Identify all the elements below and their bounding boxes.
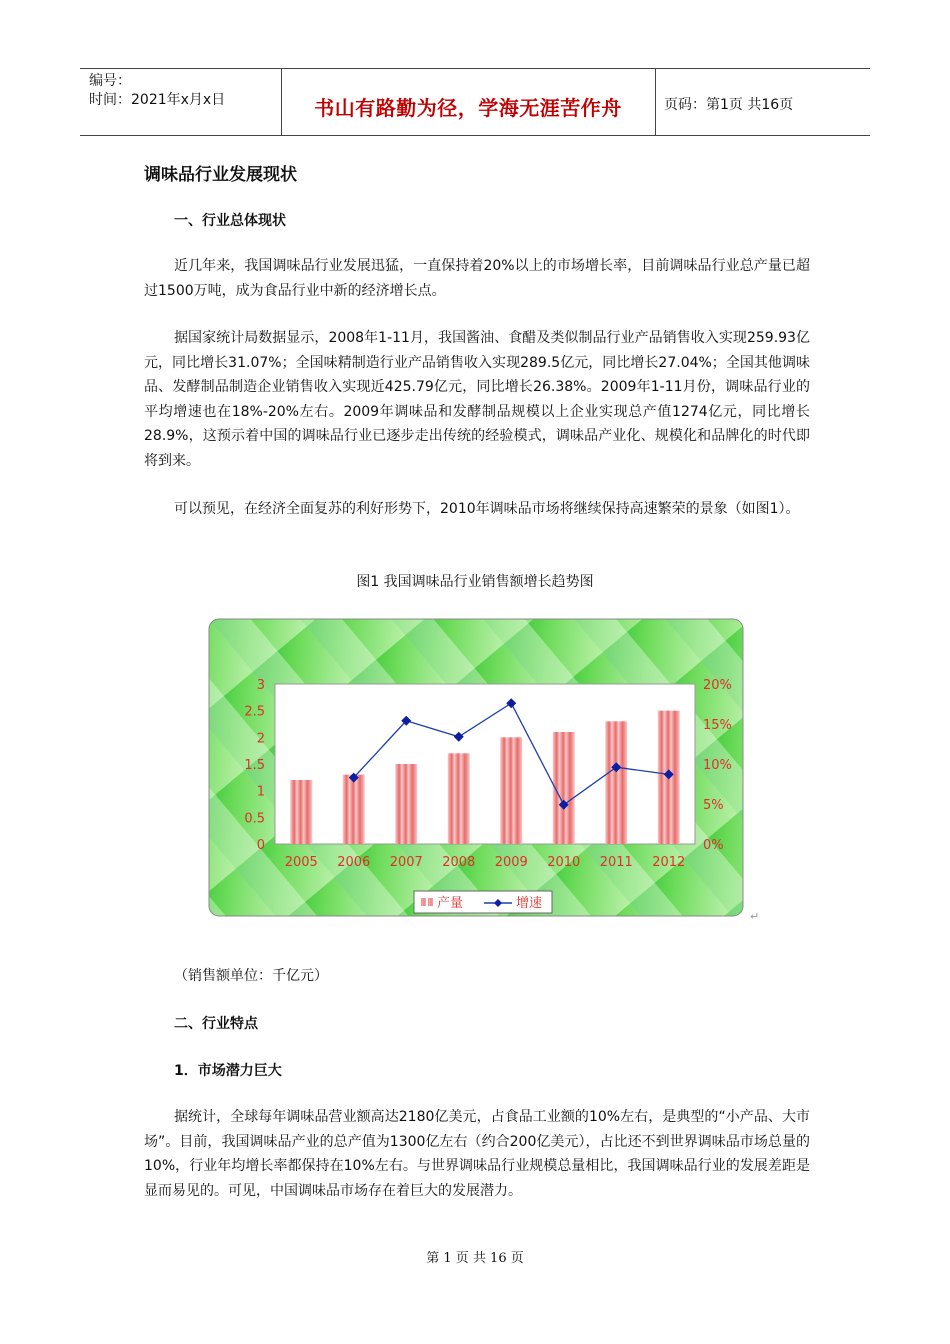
header-page-info: 页码：第1页 共16页 <box>664 97 794 113</box>
bar-production-2007 <box>395 764 417 844</box>
y-right-tick-label: 5% <box>703 798 724 813</box>
paragraph-1: 近几年来，我国调味品行业发展迅猛，一直保持着20%以上的市场增长率，目前调味品行业总产量已超过1500万吨，成为食品行业中新的经济增长点。 <box>144 258 810 299</box>
figure-caption: 图1 我国调味品行业销售额增长趋势图 <box>356 574 594 590</box>
y-left-tick-label: 2.5 <box>244 704 265 720</box>
y-left-tick-label: 0.5 <box>244 811 265 827</box>
x-tick-label: 2007 <box>389 855 423 870</box>
x-tick-label: 2009 <box>494 855 528 870</box>
y-left-tick-label: 1 <box>256 784 265 800</box>
x-tick-label: 2011 <box>599 855 633 870</box>
paragraph-return-mark: ↵ <box>750 910 760 923</box>
y-left-tick-label: 3 <box>256 678 265 693</box>
y-right-tick-label: 10% <box>703 758 732 773</box>
y-right-tick-label: 15% <box>703 718 732 733</box>
sales-trend-chart <box>208 618 748 924</box>
header-meta <box>89 72 225 110</box>
plot-area <box>275 684 695 844</box>
paragraph-3: 可以预见，在经济全面复苏的利好形势下，2010年调味品市场将继续保持高速繁荣的景象（如图1）。 <box>174 501 800 517</box>
bar-production-2008 <box>448 753 470 844</box>
header-divider <box>655 68 656 135</box>
chart-svg <box>208 618 748 920</box>
x-tick-label: 2008 <box>442 855 476 870</box>
bar-production-2011 <box>605 721 627 844</box>
paragraph-4: 据统计，全球每年调味品营业额高达2180亿美元，占食品工业额的10%左右，是典型的“小产品、大市场”。目前，我国调味品产业的总产值为1300亿左右（约合200亿美元），占比还不到世界调味品市场总量的10%，行业年均增长率都保持在10%左右。与世界调味品行业规模总量相比，我国调味品行业的发展差距是显而易见的。可见，中国调味品市场存在着巨大的发展潜力。 <box>144 1109 810 1199</box>
x-tick-label: 2006 <box>337 855 371 870</box>
document-date: 时间：2021年x月x日 <box>89 92 226 108</box>
paragraph-2: 据国家统计局数据显示，2008年1-11月，我国酱油、食醋及类似制品行业产品销售收入实现259.93亿元，同比增长31.07%；全国味精制造行业产品销售收入实现289.5亿元，同比增长27.04%；全国其他调味品、发酵制品制造企业销售收入实现近425.79亿元，同比增长26.38%。2009年1-11月份，调味品行业的平均增速也在18%-20%左右。2009年调味品和发酵制品规模以上企业实现总产值1274亿元，同比增长28.9%，这预示着中国的调味品行业已逐步走出传统的经验模式，调味品产业化、规模化和品牌化的时代即将到来。 <box>144 330 810 469</box>
x-tick-label: 2005 <box>284 855 318 870</box>
header-top-rule <box>80 68 870 69</box>
y-left-tick-label: 0 <box>256 838 265 853</box>
legend-bar-swatch <box>421 898 426 906</box>
section-heading-2: 二、行业特点 <box>174 1016 258 1032</box>
unit-note: （销售额单位：千亿元） <box>174 968 328 984</box>
legend-bar-swatch <box>428 898 433 906</box>
y-right-tick-label: 0% <box>703 838 724 853</box>
section-heading-1: 一、行业总体现状 <box>174 213 286 229</box>
y-left-tick-label: 1.5 <box>244 758 265 773</box>
legend-label-growth: 增速 <box>516 896 543 911</box>
x-tick-label: 2012 <box>652 855 686 870</box>
bar-production-2005 <box>290 780 312 844</box>
subsection-heading-2-1: 1．市场潜力巨大 <box>174 1063 282 1079</box>
bar-production-2006 <box>343 775 365 844</box>
header-bottom-rule <box>80 135 870 136</box>
y-right-tick-label: 20% <box>703 678 732 693</box>
document-title: 调味品行业发展现状 <box>144 165 297 185</box>
legend-label-production: 产量 <box>437 896 464 911</box>
bar-production-2009 <box>500 737 522 844</box>
page-footer: 第 1 页 共 16 页 <box>426 1251 524 1266</box>
document-number-label: 编号： <box>89 73 131 89</box>
y-left-tick-label: 2 <box>256 731 265 747</box>
header-motto: 书山有路勤为径，学海无涯苦作舟 <box>314 96 622 120</box>
x-tick-label: 2010 <box>547 855 581 870</box>
bar-production-2010 <box>553 732 575 844</box>
